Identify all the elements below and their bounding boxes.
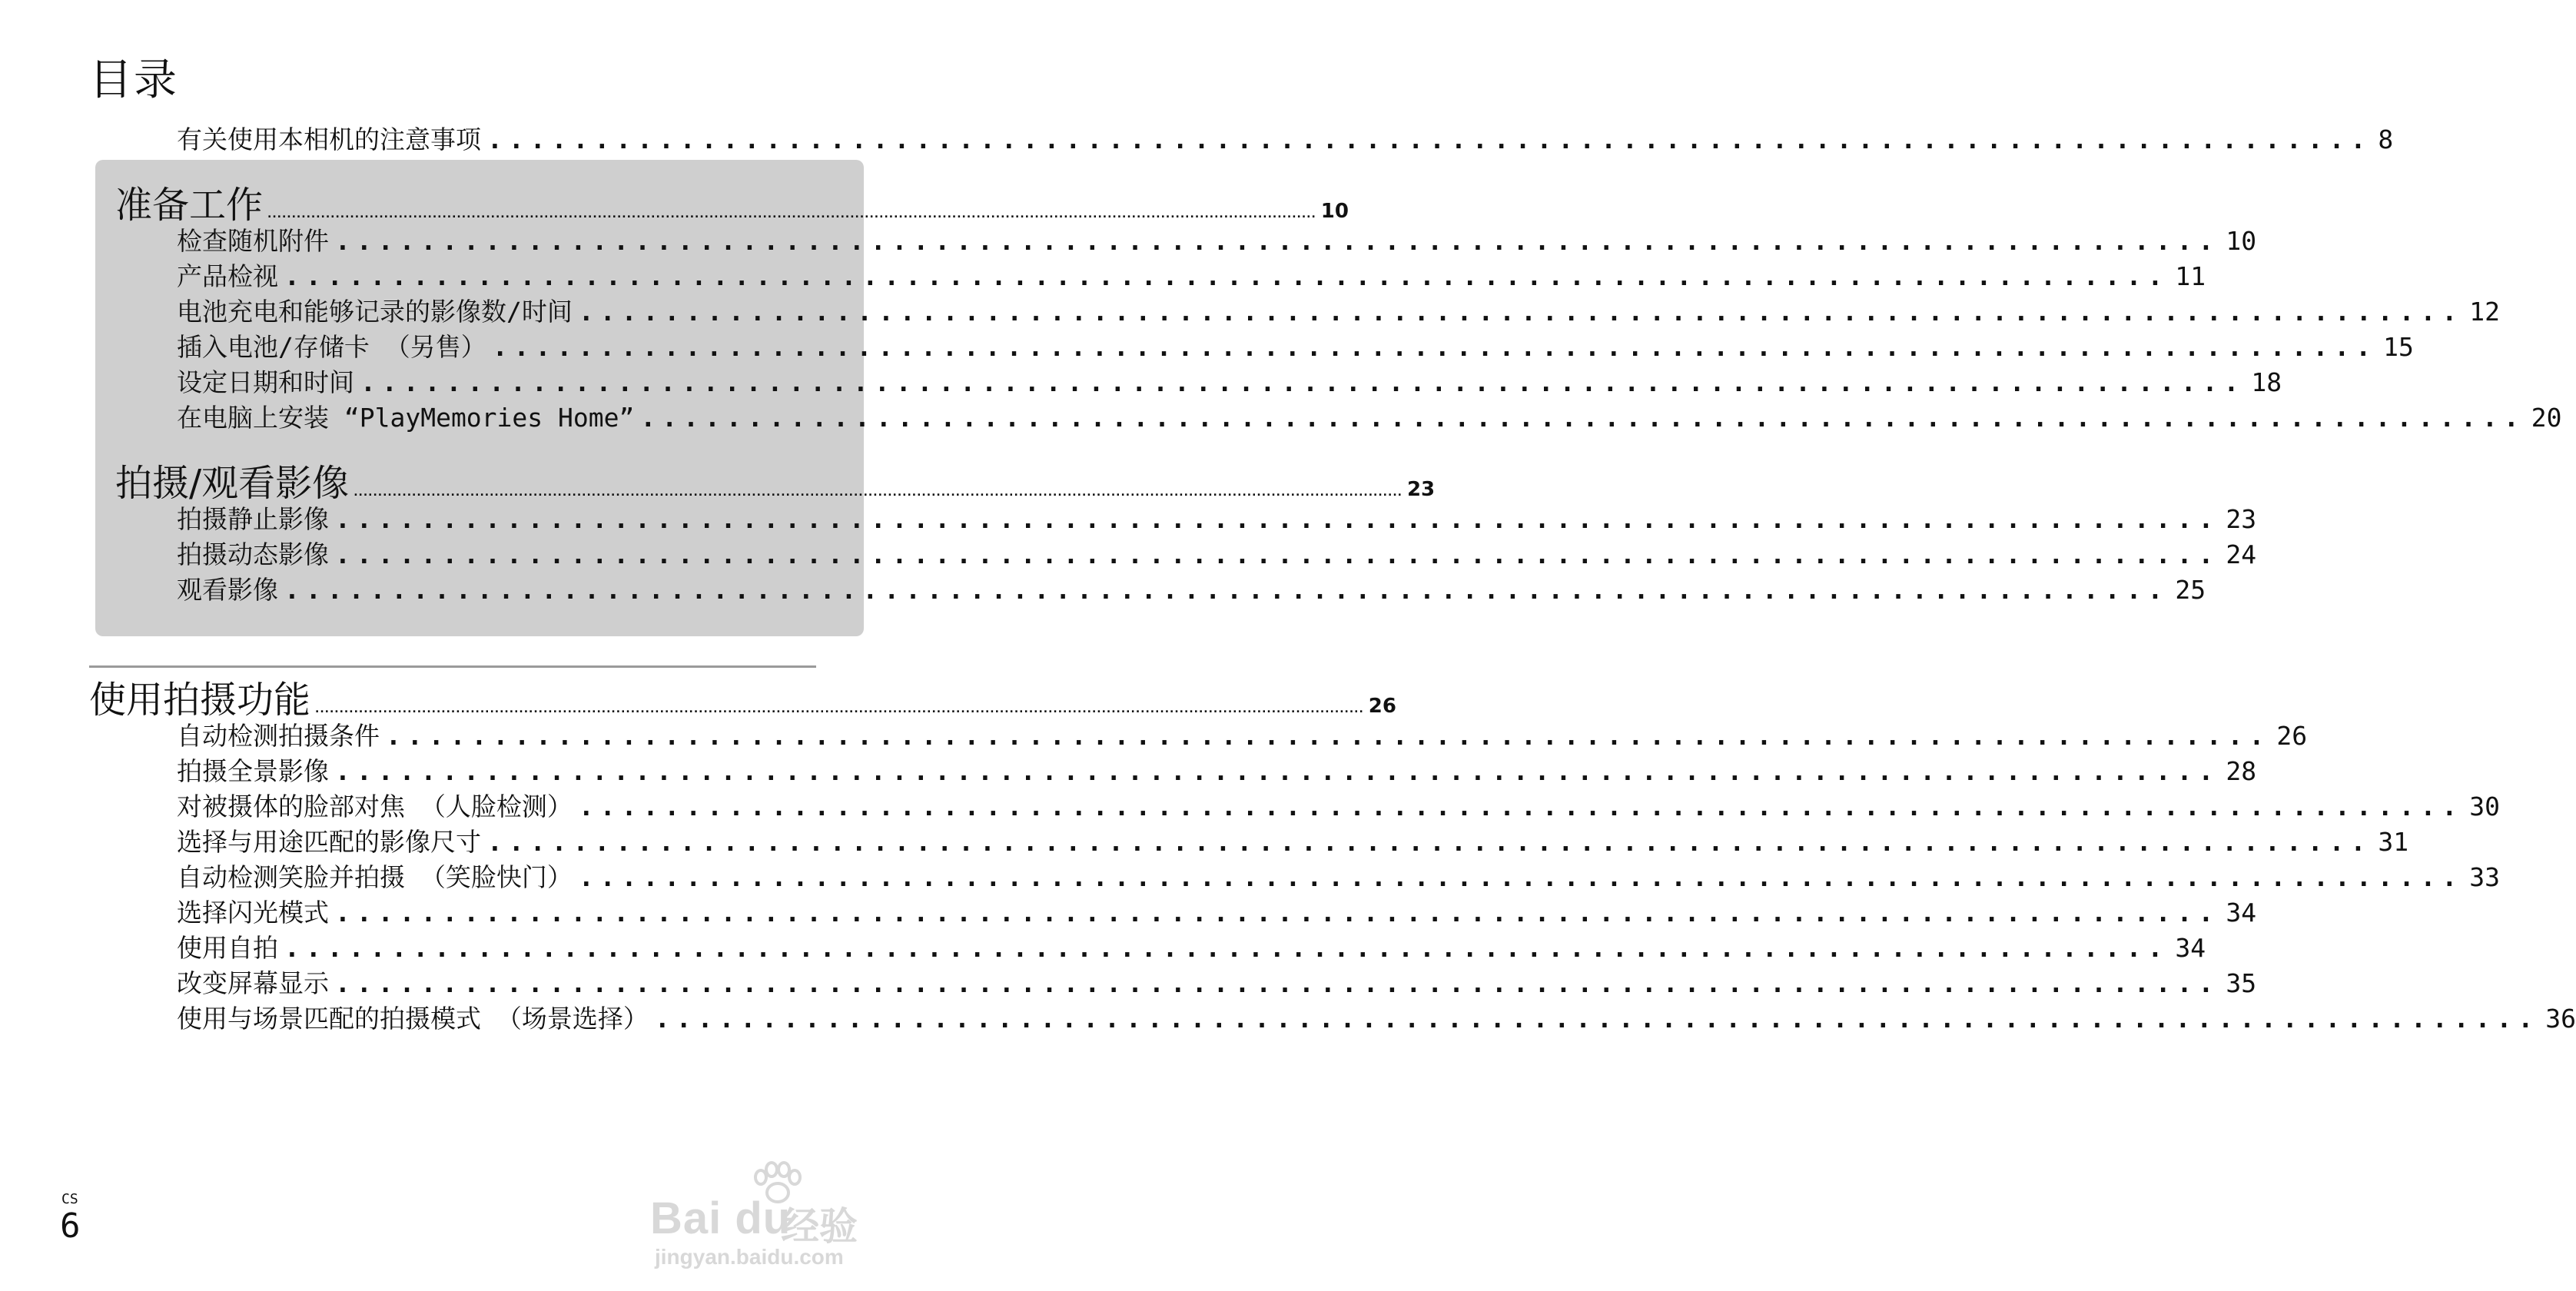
dot-leader: ........................................................................................: [284, 933, 2169, 963]
dot-leader: ........................................................................................: [386, 721, 2271, 751]
dot-leader: ........................................................................................: [284, 261, 2169, 291]
entry-page: 31: [2378, 827, 2409, 857]
entry-page: 11: [2175, 261, 2206, 291]
entry-label: 选择闪光模式: [177, 898, 329, 928]
entry-label: 电池充电和能够记录的影像数/时间: [177, 297, 573, 327]
toc-entry[interactable]: [177, 260, 2206, 294]
toc-entry[interactable]: [177, 224, 2257, 258]
entry-label: 自动检测拍摄条件: [177, 721, 380, 751]
toc-entry[interactable]: [177, 1002, 2576, 1036]
section-divider: [89, 665, 816, 668]
entry-page: 8: [2378, 124, 2394, 154]
toc-entry[interactable]: [177, 896, 2257, 930]
entry-label: 在电脑上安装 “PlayMemories Home”: [177, 403, 635, 433]
section-title: 准备工作: [115, 184, 264, 227]
entry-page: 33: [2469, 862, 2500, 892]
entry-page: 34: [2226, 898, 2257, 928]
section-heading-shooting-viewing[interactable]: [115, 453, 1436, 505]
entry-page: 34: [2175, 933, 2206, 963]
baidu-watermark: [650, 1162, 881, 1269]
toc-entry[interactable]: [177, 967, 2257, 1001]
toc-entry[interactable]: [177, 366, 2282, 400]
entry-label: 对被摄体的脸部对焦 （人脸检测）: [177, 792, 573, 821]
entry-page: 26: [2276, 721, 2308, 751]
entry-label: 设定日期和时间: [177, 367, 354, 397]
entry-page: 35: [2226, 968, 2257, 998]
dot-leader: ........................................................................................: [492, 332, 2378, 362]
entry-label: 选择与用途匹配的影像尺寸: [177, 827, 481, 857]
language-code: CS: [61, 1191, 78, 1207]
dot-leader: ........................................................................................: [335, 898, 2220, 928]
entry-label: 检查随机附件: [177, 226, 329, 256]
entry-page: 10: [2226, 226, 2257, 256]
dot-leader: ........................................................................................: [640, 403, 2525, 433]
entry-page: 36: [2545, 1004, 2576, 1034]
toc-entry[interactable]: [177, 503, 2257, 536]
dot-leader: ........................................................................................: [654, 1004, 2540, 1034]
dot-leader: ........................................................................................: [335, 504, 2220, 534]
page-number: 6: [60, 1206, 81, 1246]
entry-label: 自动检测笑脸并拍摄 （笑脸快门）: [177, 862, 573, 892]
dot-leader: ........................................................................................: [487, 827, 2372, 857]
toc-entry[interactable]: [177, 825, 2409, 859]
dot-leader: ........................................................................................: [335, 756, 2220, 786]
entry-page: 20: [2531, 403, 2562, 433]
toc-entry[interactable]: [177, 538, 2257, 572]
dot-leader: ........................................................................................................................................................................................................................: [267, 208, 1316, 221]
dot-leader: ........................................................................................................................................................................................................................: [354, 486, 1403, 499]
section-page: 23: [1406, 478, 1436, 501]
dot-leader: ........................................................................................: [578, 792, 2464, 821]
dot-leader: ........................................................................................: [335, 968, 2220, 998]
dot-leader: ........................................................................................................................................................................................................................: [315, 703, 1364, 715]
toc-entry[interactable]: [177, 719, 2308, 753]
watermark-url: jingyan.baidu.com: [655, 1245, 844, 1269]
dot-leader: ........................................................................................: [360, 367, 2246, 397]
dot-leader: ........................................................................................: [487, 124, 2372, 154]
toc-entry[interactable]: [177, 573, 2206, 607]
entry-page: 15: [2383, 332, 2414, 362]
section-heading-preparation[interactable]: [115, 175, 1349, 227]
dot-leader: ........................................................................................: [578, 297, 2464, 327]
dot-leader: ........................................................................................: [578, 862, 2464, 892]
section-page: 26: [1368, 695, 1396, 718]
watermark-product: 经验: [781, 1204, 858, 1249]
entry-label: 观看影像: [177, 575, 278, 605]
toc-entry[interactable]: [177, 755, 2257, 788]
entry-label: 拍摄动态影像: [177, 539, 329, 569]
toc-entry[interactable]: [177, 295, 2500, 329]
entry-label: 插入电池/存储卡 （另售）: [177, 332, 486, 362]
toc-entry[interactable]: [177, 861, 2500, 894]
section-title: 使用拍摄功能: [89, 679, 311, 722]
entry-page: 25: [2175, 575, 2206, 605]
entry-label: 使用与场景匹配的拍摄模式 （场景选择）: [177, 1004, 649, 1034]
entry-label: 有关使用本相机的注意事项: [177, 124, 481, 154]
toc-entry[interactable]: [177, 401, 2562, 435]
dot-leader: ........................................................................................: [335, 226, 2220, 256]
dot-leader: ........................................................................................: [284, 575, 2169, 605]
toc-entry-intro[interactable]: [177, 123, 2394, 157]
entry-label: 拍摄静止影像: [177, 504, 329, 534]
entry-label: 拍摄全景影像: [177, 756, 329, 786]
section-title: 拍摄/观看影像: [115, 462, 350, 505]
entry-page: 24: [2226, 539, 2257, 569]
entry-label: 改变屏幕显示: [177, 968, 329, 998]
section-heading-shooting-functions[interactable]: [89, 670, 1396, 722]
toc-entry[interactable]: [177, 790, 2500, 824]
toc-entry[interactable]: [177, 330, 2414, 364]
dot-leader: ........................................................................................: [335, 539, 2220, 569]
entry-page: 12: [2469, 297, 2500, 327]
page-title: 目录: [89, 55, 178, 105]
entry-page: 23: [2226, 504, 2257, 534]
section-page: 10: [1320, 200, 1349, 223]
entry-label: 产品检视: [177, 261, 278, 291]
entry-page: 30: [2469, 792, 2500, 821]
toc-entry[interactable]: [177, 931, 2206, 965]
entry-label: 使用自拍: [177, 933, 278, 963]
entry-page: 18: [2251, 367, 2282, 397]
watermark-brand: Bai du: [650, 1193, 792, 1243]
entry-page: 28: [2226, 756, 2257, 786]
